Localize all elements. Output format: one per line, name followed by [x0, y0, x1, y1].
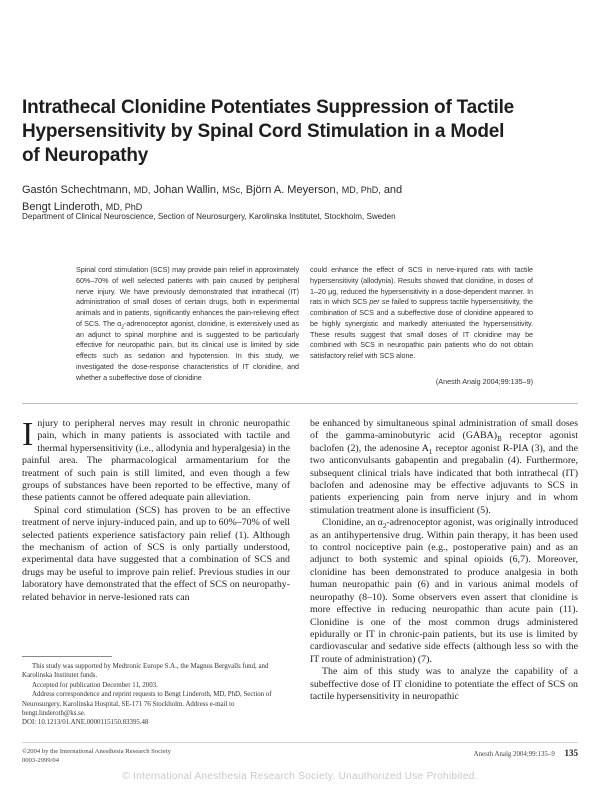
body-paragraph: Spinal cord stimulation (SCS) has proven to be an effective treatment of nerve injury-induced pain, and up to 60%–70% of well selected patients experience satisfactory pain relief (1). Although the mechanism of action of SCS is only partially understood, experimental data have suggested that a combination of SCS and drugs may be useful to improve pain relief. Previous studies in our laboratory have demonstrated that the effect of SCS on neuropathy-related behavior in nerve-lesioned rats can — [22, 504, 290, 603]
body-text: Clonidine, an α — [322, 517, 383, 529]
author-degree: MD, PhD — [105, 202, 143, 212]
journal-citation: (Anesth Analg 2004;99:135–9) — [435, 377, 533, 386]
body-text: receptor agonist R-PIA (3), and the two anticonvulsants gabapentin and pregabalin (4). Furthermore, subsequent clinical trials have indicated that both intrathecal (IT) baclofen and adenosine may be effective adjuvants to SCS in patients experiencing pain from nerve injury and in whom stimulation treatment alone is insufficient (5). — [310, 442, 578, 516]
copyright-notice — [22, 747, 322, 765]
body-paragraph — [310, 517, 578, 666]
abstract-text: -adrenoceptor agonist, clonidine, is extensively used as an adjunct to spinal morphine and is suggested to be particularly effective for neuropathic pain, but its clinical use is limited by side effects such as sedation and hypotension. In this study, we investigated the dose-response characteristics of IT clonidine, and whether a subeffective dose of clonidine — [76, 318, 299, 382]
abstract-subscript: 2 — [121, 324, 125, 331]
title-line: of Neuropathy — [22, 145, 149, 166]
page-number: 135 — [564, 748, 578, 758]
body-text: -adrenoceptor agonist, was originally introduced as an antihypertensive drug. Within pain therapy, it has been used to control nociceptive pain (e.g., postoperative pain) and as an adjunct to both systemic and spinal opioids (6,7). Moreover, clonidine has been demonstrated to produce analgesia in both human neuropathic pain (6) and in various animal models of neuropathy (8–10). Some observers even assert that clonidine is more effective in reducing neuropathic than acute pain (11). Clonidine is one of the most common drugs administered epidurally or IT in chronic-pain patients, but its use is limited by cardiovascular and sedative side effects (although less so with the IT route of administration) (7). — [310, 517, 579, 665]
body-paragraph: The aim of this study was to analyze the capability of a subeffective dose of IT clonidine to potentiate the effect of SCS on tactile hypersensitivity in neuropathic — [310, 666, 578, 702]
footnote-divider — [22, 656, 112, 657]
abstract-right-column — [310, 265, 533, 362]
author-conjunction: and — [383, 184, 403, 196]
journal-footer — [390, 748, 578, 758]
abstract-left-column — [76, 265, 299, 383]
body-text: njury to peripheral nerves may result in chronic neuropathic pain, which in many patients is associated with tactile and thermal hypersensitivity (i.e., allodynia and hyperalgesia) in the painful area. The pharmacological armamentarium for the treatment of such pain is still limited, and even though a few groups of substances have been reported to be effective, many of these patients cannot be offered adequate pain alleviation. — [22, 418, 290, 504]
body-subscript: B — [497, 436, 502, 444]
body-paragraph — [310, 418, 578, 517]
abstract-divider — [22, 403, 578, 404]
footnote-support: This study was supported by Medtronic Europe S.A., the Magnus Bergvalls fund, and Karolinska Institutet funds. — [22, 663, 269, 680]
footnote-correspondence: Address correspondence and reprint requests to Bengt Linderoth, MD, PhD, Section of Neurosurgery, Karolinska Hospital, SE-171 76 Stockholm. Address e-mail to bengt.linderoth@ks.se. — [22, 691, 272, 718]
title-line: Hypersensitivity by Spinal Cord Stimulation in a Model — [22, 121, 505, 142]
footnotes — [22, 662, 290, 728]
issn-line: 0003-2999/04 — [22, 757, 59, 764]
author-name: Bengt Linderoth, — [22, 201, 103, 213]
abstract-text: could enhance the effect of SCS in nerve-injured rats with tactile hypersensitivity (allodynia). Results showed that clonidine, in doses of 1–20 μg, reduced the hypersensitivity in a dose-dependent manner. In rats in which SCS — [310, 265, 533, 307]
drop-cap: I — [22, 416, 34, 453]
footer-divider — [22, 742, 578, 743]
body-paragraph — [22, 418, 290, 505]
copyright-line: ©2004 by the International Anesthesia Research Society — [22, 748, 171, 755]
footnote-accepted: Accepted for publication December 11, 2003. — [32, 681, 158, 689]
body-subscript: 2 — [382, 523, 387, 531]
author-name: Gastón Schechtmann, — [22, 184, 131, 196]
watermark: © International Anesthesia Research Society. Unauthorized Use Prohibited. — [122, 771, 478, 782]
body-text: receptor agonist baclofen (2), the adenosine A — [310, 430, 579, 454]
author-degree: MSc, — [222, 185, 243, 195]
journal-reference: Anesth Analg 2004;99:135–9 — [473, 751, 555, 758]
author-degree: MD, — [133, 185, 151, 195]
body-text: be enhanced by simultaneous spinal administration of small doses of the gamma-aminobutyric acid (GABA) — [310, 418, 578, 442]
title-line: Intrathecal Clonidine Potentiates Suppression of Tactile — [22, 97, 515, 118]
affiliation: Department of Clinical Neuroscience, Section of Neurosurgery, Karolinska Institutet, Stockholm, Sweden — [22, 212, 396, 221]
article-title — [22, 96, 582, 168]
abstract-text: Spinal cord stimulation (SCS) may provide pain relief in approximately 60%–70% of well selected patients with pain caused by peripheral nerve injury. We have previously demonstrated that intrathecal (IT) administration of small doses of certain drugs, both in experimental animals and in patients, significantly enhances the pain-relieving effect of SCS. The α — [76, 265, 299, 328]
abstract-emphasis: per se — [369, 297, 390, 307]
body-left-column — [22, 418, 290, 604]
author-name: Johan Wallin, — [153, 184, 220, 196]
body-subscript: 1 — [428, 448, 433, 456]
abstract-text: failed to suppress tactile hypersensitivity, the combination of SCS and a subeffective dose of clonidine appeared to be highly synergistic and markedly attenuated the hypersensitivity. These results suggest that small doses of IT clonidine may be combined with SCS in neuropathic pain patients who do not obtain satisfactory relief with SCS alone. — [310, 297, 533, 360]
author-name: Björn A. Meyerson, — [245, 184, 339, 196]
footnote-doi: DOI: 10.1213/01.ANE.0000115150.83395.48 — [22, 719, 149, 727]
body-right-column — [310, 418, 578, 703]
author-degree: MD, PhD, — [341, 185, 381, 195]
